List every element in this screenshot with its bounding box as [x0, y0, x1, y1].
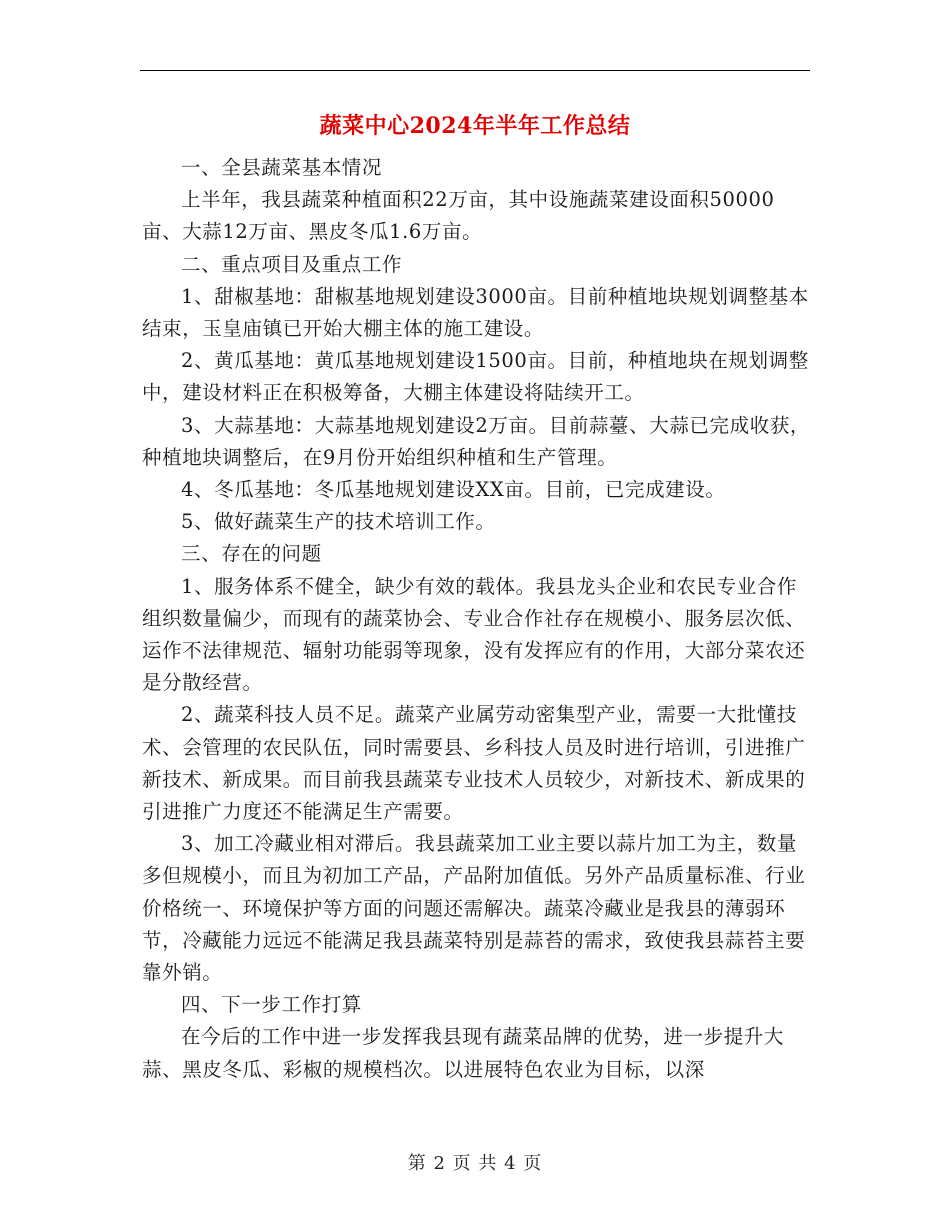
- paragraph: 5、做好蔬菜生产的技术培训工作。: [181, 510, 496, 534]
- page-number: 第 2 页 共 4 页: [407, 1153, 543, 1174]
- paragraph: 2、蔬菜科技人员不足。蔬菜产业属劳动密集型产业，需要一大批懂技术、会管理的农民队伍，同时需要县、乡科技人员及时进行培训，引进推广新技术、新成果。而目前我县蔬菜专业技术人员较少，对新技术、新成果的引进推广力度还不能满足生产需要。: [142, 703, 806, 824]
- paragraph: 上半年，我县蔬菜种植面积22万亩，其中设施蔬菜建设面积50000亩、大蒜12万亩、黑皮冬瓜1.6万亩。: [142, 188, 775, 244]
- document-title: 蔬菜中心2024年半年工作总结: [319, 113, 631, 139]
- paragraph: 4、冬瓜基地：冬瓜基地规划建设XX亩。目前，已完成建设。: [181, 478, 726, 502]
- page-footer: [0, 1150, 950, 1178]
- paragraph: 3、大蒜基地：大蒜基地规划建设2万亩。目前蒜薹、大蒜已完成收获，种植地块调整后，在9月份开始组织种植和生产管理。: [142, 413, 811, 469]
- section-heading: 三、存在的问题: [181, 542, 322, 566]
- paragraph: 1、甜椒基地：甜椒基地规划建设3000亩。目前种植地块规划调整基本结束，玉皇庙镇已开始大棚主体的施工建设。: [142, 284, 809, 341]
- document-body: [142, 152, 810, 1086]
- section-heading: 四、下一步工作打算: [181, 993, 362, 1017]
- header-rule: [140, 70, 810, 71]
- paragraph: 1、服务体系不健全，缺少有效的载体。我县龙头企业和农民专业合作组织数量偏少，而现有的蔬菜协会、专业合作社存在规模小、服务层次低、运作不法律规范、辐射功能弱等现象，没有发挥应有的作用，大部分菜农还是分散经营。: [142, 574, 806, 695]
- section-heading: 一、全县蔬菜基本情况: [181, 156, 383, 179]
- paragraph: 在今后的工作中进一步发挥我县现有蔬菜品牌的优势，进一步提升大蒜、黑皮冬瓜、彩椒的规模档次。以进展特色农业为目标，以深: [142, 1025, 785, 1081]
- section-heading: 二、重点项目及重点工作: [181, 252, 403, 276]
- paragraph: 3、加工冷藏业相对滞后。我县蔬菜加工业主要以蒜片加工为主，数量多但规模小，而且为初加工产品，产品附加值低。另外产品质量标准、行业价格统一、环境保护等方面的问题还需解决。蔬菜冷藏业是我县的薄弱环节，冷藏能力远远不能满足我县蔬菜特别是蒜苔的需求，致使我县蒜苔主要靠外销。: [142, 832, 806, 985]
- paragraph: 2、黄瓜基地：黄瓜基地规划建设1500亩。目前，种植地块在规划调整中，建设材料正在积极筹备，大棚主体建设将陆续开工。: [142, 349, 809, 405]
